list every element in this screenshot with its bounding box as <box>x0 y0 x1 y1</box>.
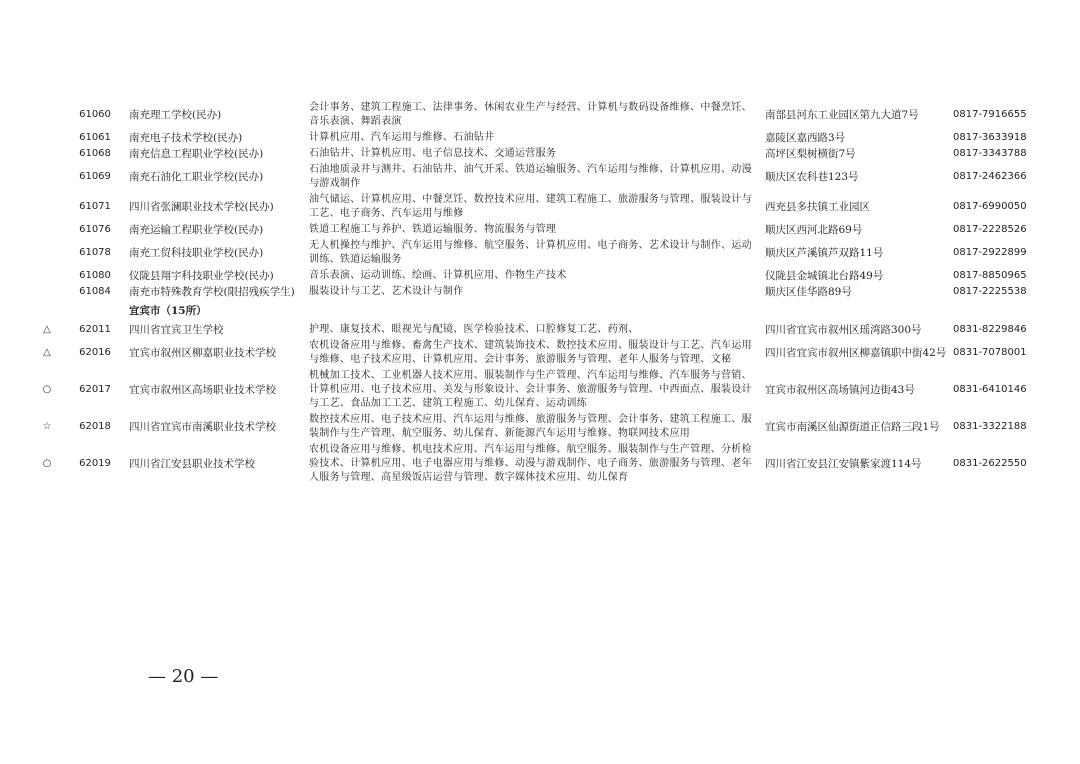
school-phone: 0831-7078001 <box>953 347 1027 358</box>
school-phone: 0817-2228526 <box>953 224 1027 235</box>
row-mark <box>30 268 64 284</box>
school-name: 仪陇县翔宇科技职业学校(民办) <box>129 270 274 282</box>
school-majors: 农机设备应用与维修、机电技术应用、汽车运用与维修、航空服务、服装制作与生产管理、分析检验技术、计算机应用、电子电器应用与维修、动漫与游戏制作、电子商务、旅游服务与管理、老年人服务与管理、高星级饭店运营与管理、数字媒体技术应用、幼儿保育 <box>309 444 752 483</box>
school-phone: 0817-6990050 <box>953 201 1027 212</box>
school-address: 顺庆区农科巷123号 <box>765 171 859 183</box>
school-code: 61061 <box>79 132 111 143</box>
school-majors: 机械加工技术、工业机器人技术应用、服装制作与生产管理、汽车运用与维修、汽车服务与营销、计算机应用、电子技术应用、美发与形象设计、会计事务、旅游服务与管理、中西面点、服装设计与工艺、食品加工工艺、建筑工程施工、幼儿保育、运动训练 <box>309 370 752 409</box>
school-majors: 护理、康复技术、眼视光与配镜、医学检验技术、口腔修复工艺、药剂、 <box>309 324 639 335</box>
school-name: 宜宾市叙州区高场职业技术学校 <box>129 384 276 396</box>
school-address: 顺庆区芦溪镇芦双路11号 <box>765 247 884 259</box>
table-row <box>30 284 1030 300</box>
row-mark <box>30 162 64 192</box>
school-name: 南充理工学校(民办) <box>129 109 222 121</box>
school-phone: 0831-6410146 <box>953 384 1027 395</box>
table-row <box>30 268 1030 284</box>
table-row <box>30 442 1030 486</box>
school-phone: 0817-3343788 <box>953 148 1027 159</box>
table-section-yibin <box>30 300 1030 322</box>
section-row <box>30 300 1030 322</box>
table-body-nanchong <box>30 100 1030 300</box>
school-name: 南充石油化工职业学校(民办) <box>129 171 264 183</box>
school-name: 南充市特殊教育学校(限招残疾学生) <box>129 286 295 298</box>
table-row <box>30 146 1030 162</box>
school-name: 四川省张澜职业技术学校(民办) <box>129 201 274 213</box>
school-address: 仪陇县金城镇北台路49号 <box>765 270 884 282</box>
school-majors: 会计事务、建筑工程施工、法律事务、休闲农业生产与经营、计算机与数码设备维修、中餐烹饪、音乐表演、舞蹈表演 <box>309 102 752 127</box>
row-mark <box>30 146 64 162</box>
school-name: 南充工贸科技职业学校(民办) <box>129 247 264 259</box>
table-row <box>30 338 1030 368</box>
school-code: 61078 <box>79 247 111 258</box>
row-mark: ○ <box>42 384 52 395</box>
school-majors: 石油地质录井与测井、石油钻井、油气开采、铁道运输服务、汽车运用与维修、计算机应用、动漫与游戏制作 <box>309 164 752 189</box>
school-code: 61076 <box>79 224 111 235</box>
school-address: 宜宾市叙州区高场镇河边街43号 <box>765 384 915 396</box>
school-majors: 计算机应用、汽车运用与维修、石油钻井 <box>309 132 495 143</box>
row-mark <box>30 284 64 300</box>
page-number: — 20 — <box>148 666 219 687</box>
school-phone: 0831-8229846 <box>953 324 1027 335</box>
table-row <box>30 162 1030 192</box>
table-row <box>30 100 1030 130</box>
school-code: 62019 <box>79 458 111 469</box>
table-row <box>30 130 1030 146</box>
table-row <box>30 238 1030 268</box>
school-name: 南充信息工程职业学校(民办) <box>129 148 264 160</box>
school-code: 61068 <box>79 148 111 159</box>
school-phone: 0831-2622550 <box>953 458 1027 469</box>
school-address: 顺庆区佳华路89号 <box>765 286 852 298</box>
table-row <box>30 222 1030 238</box>
school-majors: 数控技术应用、电子技术应用、汽车运用与维修、旅游服务与管理、会计事务、建筑工程施工、服装制作与生产管理、航空服务、幼儿保育、新能源汽车运用与维修、物联网技术应用 <box>309 414 752 439</box>
school-majors: 农机设备应用与维修、畜禽生产技术、建筑装饰技术、数控技术应用、服装设计与工艺、汽车运用与维修、电子技术应用、计算机应用、会计事务、旅游服务与管理、老年人服务与管理、文秘 <box>309 340 752 365</box>
school-majors: 服装设计与工艺、艺术设计与制作 <box>309 286 464 297</box>
school-address: 南部县河东工业园区第九大道7号 <box>765 109 919 121</box>
table-row <box>30 322 1030 338</box>
school-name: 南充运输工程职业学校(民办) <box>129 224 264 236</box>
school-code: 62016 <box>79 347 111 358</box>
school-code: 62011 <box>79 324 111 335</box>
school-name: 宜宾市叙州区柳嘉职业技术学校 <box>129 347 276 359</box>
row-mark: △ <box>43 347 51 358</box>
school-phone: 0817-2225538 <box>953 286 1027 297</box>
school-code: 61084 <box>79 286 111 297</box>
row-mark <box>30 130 64 146</box>
school-table <box>30 100 1030 486</box>
school-code: 62017 <box>79 384 111 395</box>
school-name: 四川省宜宾卫生学校 <box>129 324 224 336</box>
school-address: 西充县多扶镇工业园区 <box>765 201 870 213</box>
school-majors: 石油钻井、计算机应用、电子信息技术、交通运营服务 <box>309 148 557 159</box>
school-phone: 0817-2922899 <box>953 247 1027 258</box>
school-name: 四川省宜宾市南溪职业技术学校 <box>129 421 276 433</box>
row-mark <box>30 100 64 130</box>
school-phone: 0817-3633918 <box>953 132 1027 143</box>
school-address: 宜宾市南溪区仙源街道正信路三段1号 <box>765 421 940 433</box>
row-mark <box>30 222 64 238</box>
school-majors: 无人机操控与维护、汽车运用与维修、航空服务、计算机应用、电子商务、艺术设计与制作、运动训练、铁道运输服务 <box>309 240 752 265</box>
row-mark <box>30 192 64 222</box>
table-row <box>30 368 1030 412</box>
school-code: 62018 <box>79 421 111 432</box>
school-address: 高坪区梨树横街7号 <box>765 148 856 160</box>
school-phone: 0831-3322188 <box>953 421 1027 432</box>
school-address: 四川省宜宾市叙州区瑶湾路300号 <box>765 324 922 336</box>
school-majors: 油气储运、计算机应用、中餐烹饪、数控技术应用、建筑工程施工、旅游服务与管理、服装设计与工艺、电子商务、汽车运用与维修 <box>309 194 752 219</box>
table-body-yibin <box>30 322 1030 486</box>
school-code: 61069 <box>79 171 111 182</box>
school-majors: 音乐表演、运动训练、绘画、计算机应用、作物生产技术 <box>309 270 567 281</box>
school-name: 四川省江安县职业技术学校 <box>129 458 255 470</box>
row-mark: ○ <box>42 458 52 469</box>
row-mark <box>30 238 64 268</box>
school-phone: 0817-7916655 <box>953 109 1027 120</box>
school-address: 四川省江安县江安镇紫家渡114号 <box>765 458 922 470</box>
school-majors: 铁道工程施工与养护、铁道运输服务、物流服务与管理 <box>309 224 557 235</box>
row-mark: ☆ <box>42 421 52 432</box>
school-phone: 0817-2462366 <box>953 171 1027 182</box>
school-code: 61071 <box>79 201 111 212</box>
row-mark: △ <box>43 324 51 335</box>
table-row <box>30 412 1030 442</box>
section-title: 宜宾市（15所） <box>129 305 207 317</box>
school-name: 南充电子技术学校(民办) <box>129 132 243 144</box>
school-phone: 0817-8850965 <box>953 270 1027 281</box>
school-address: 嘉陵区嘉西路3号 <box>765 132 846 144</box>
school-address: 顺庆区西河北路69号 <box>765 224 863 236</box>
table-row <box>30 192 1030 222</box>
school-code: 61080 <box>79 270 111 281</box>
school-code: 61060 <box>79 109 111 120</box>
school-address: 四川省宜宾市叙州区柳嘉镇职中街42号 <box>765 347 947 359</box>
